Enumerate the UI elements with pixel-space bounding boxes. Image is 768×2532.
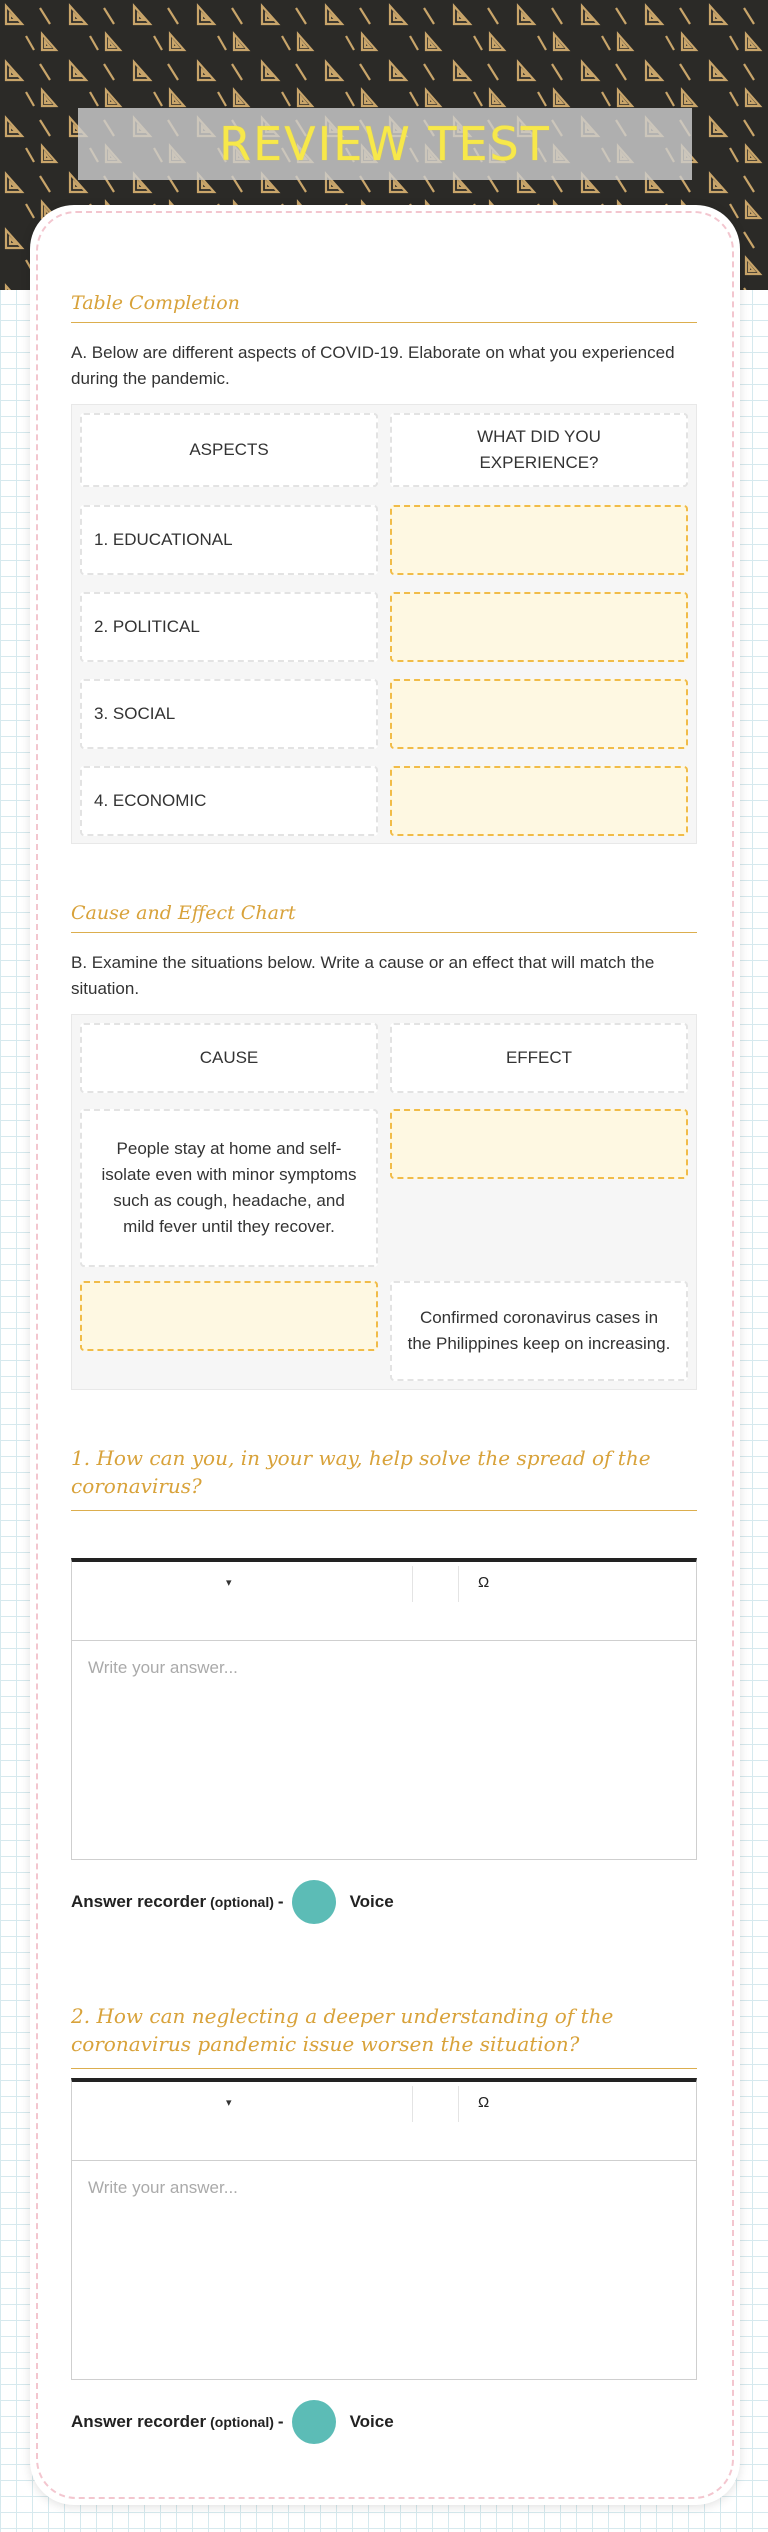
cause-effect-table — [71, 1014, 697, 1390]
answer-political[interactable] — [390, 592, 688, 662]
row-educational: 1. EDUCATIONAL — [80, 505, 378, 575]
answer-recorder-1 — [71, 1880, 394, 1924]
special-character-icon[interactable]: Ω — [478, 2094, 490, 2111]
header-aspects: ASPECTS — [80, 413, 378, 487]
page-title: REVIEW TEST — [219, 117, 551, 171]
row-social: 3. SOCIAL — [80, 679, 378, 749]
recorder-dash: - — [277, 2412, 284, 2431]
cause-given: People stay at home and self-isolate even with minor symptoms such as cough, headache, and mild fever until they recover. — [80, 1109, 378, 1267]
recorder-label: Answer recorder — [71, 2412, 207, 2431]
toolbar-divider — [458, 1566, 459, 1602]
special-character-icon[interactable]: Ω — [478, 1574, 490, 1591]
answer-educational[interactable] — [390, 505, 688, 575]
answer-effect[interactable] — [390, 1109, 688, 1179]
question-2: 2. How can neglecting a deeper understanding of the coronavirus pandemic issue worsen the situation? — [71, 2002, 697, 2069]
recorder-label: Answer recorder — [71, 1892, 207, 1911]
answer-textarea-1-placeholder[interactable]: Write your answer... — [88, 1658, 238, 1677]
editor-toolbar-2 — [72, 2082, 696, 2161]
voice-label: Voice — [349, 2412, 394, 2431]
section-title-cause-effect: Cause and Effect Chart — [71, 902, 697, 933]
answer-editor-1[interactable] — [71, 1558, 697, 1860]
editor-toolbar-1 — [72, 1562, 696, 1641]
answer-recorder-2 — [71, 2400, 394, 2444]
section1-instruction: A. Below are different aspects of COVID-19. Elaborate on what you experienced during the pandemic. — [71, 343, 675, 388]
effect-given: Confirmed coronavirus cases in the Philippines keep on increasing. — [390, 1281, 688, 1381]
header-experience: WHAT DID YOU EXPERIENCE? — [390, 413, 688, 487]
aspects-table — [71, 404, 697, 844]
toolbar-divider — [412, 1566, 413, 1602]
toolbar-divider — [412, 2086, 413, 2122]
header-cause: CAUSE — [80, 1023, 378, 1093]
section2-instruction: B. Examine the situations below. Write a cause or an effect that will match the situation. — [71, 953, 655, 998]
recorder-optional: (optional) — [210, 1894, 274, 1910]
answer-economic[interactable] — [390, 766, 688, 836]
question-1: 1. How can you, in your way, help solve the spread of the coronavirus? — [71, 1444, 697, 1511]
voice-record-button[interactable] — [292, 2400, 336, 2444]
answer-cause[interactable] — [80, 1281, 378, 1351]
voice-record-button[interactable] — [292, 1880, 336, 1924]
title-box — [78, 108, 692, 180]
format-dropdown-icon[interactable]: ▾ — [226, 2097, 232, 2109]
row-economic: 4. ECONOMIC — [80, 766, 378, 836]
format-dropdown-icon[interactable]: ▾ — [226, 1577, 232, 1589]
toolbar-divider — [458, 2086, 459, 2122]
answer-textarea-2-placeholder[interactable]: Write your answer... — [88, 2178, 238, 2197]
voice-label: Voice — [349, 1892, 394, 1911]
recorder-dash: - — [277, 1892, 284, 1911]
answer-editor-2[interactable] — [71, 2078, 697, 2380]
section-title-table-completion: Table Completion — [71, 292, 697, 323]
answer-social[interactable] — [390, 679, 688, 749]
header-effect: EFFECT — [390, 1023, 688, 1093]
recorder-optional: (optional) — [210, 2414, 274, 2430]
row-political: 2. POLITICAL — [80, 592, 378, 662]
